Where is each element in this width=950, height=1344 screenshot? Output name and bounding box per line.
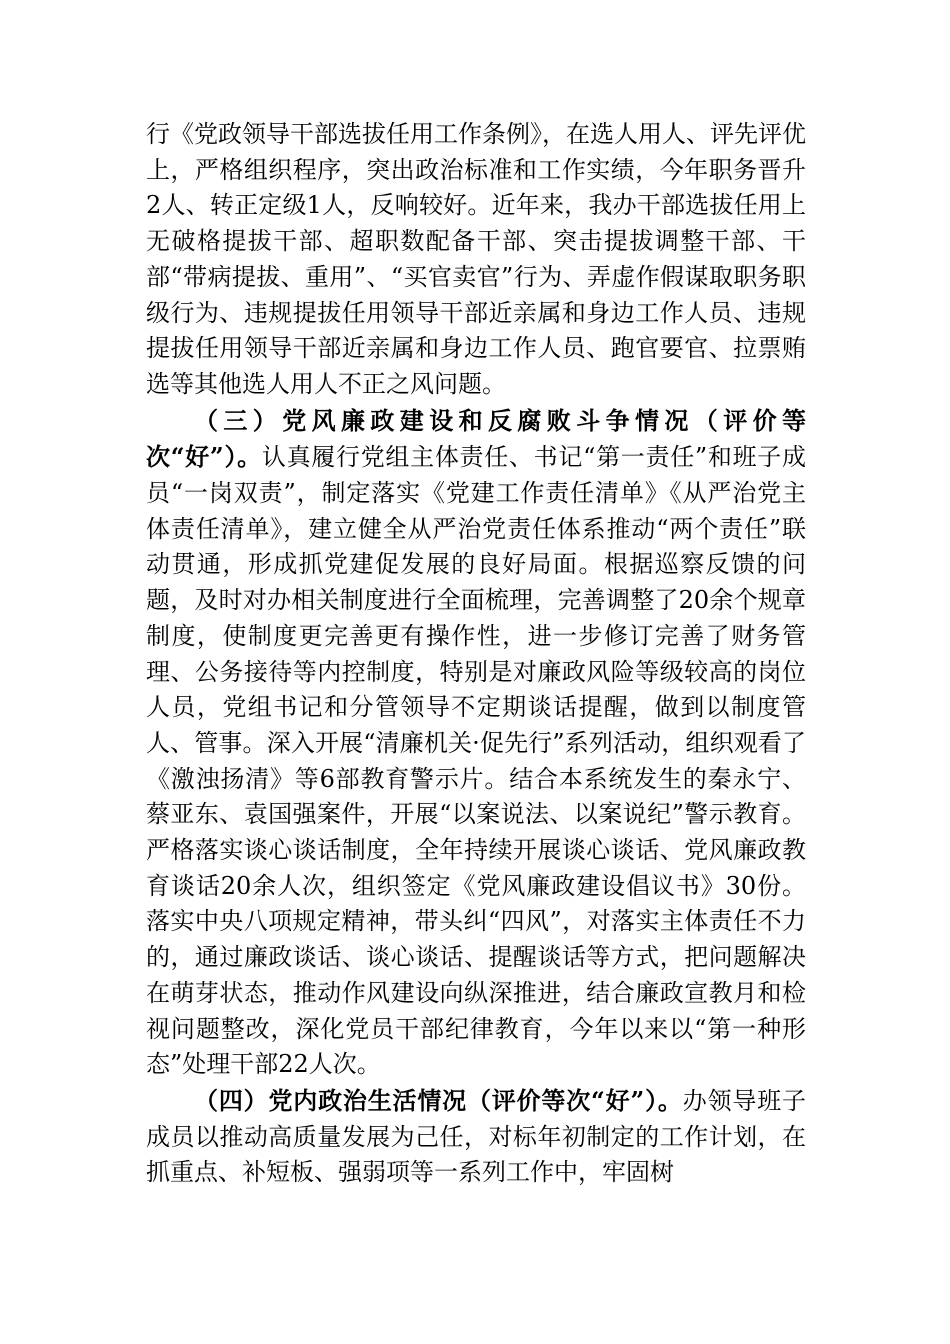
paragraph-political-life [146, 1083, 806, 1191]
paragraph-text: 认真履行党组主体责任、书记“第一责任”和班子成员“一岗双责”，制定落实《党建工作责任清单》《从严治党主体责任清单》，建立健全从严治党责任体系推动“两个责任”联动贯通，形成抓党建促发展的良好局面。根据巡察反馈的问题，及时对办相关制度进行全面梳理，完善调整了20余个规章制度，使制度更完善更有操作性，进一步修订完善了财务管理、公务接待等内控制度，特别是对廉政风险等级较高的岗位人员，党组书记和分管领导不定期谈话提醒，做到以制度管人、管事。深入开展“清廉机关·促先行”系列活动，组织观看了《激浊扬清》等6部教育警示片。结合本系统发生的秦永宁、蔡亚东、袁国强案件，开展“以案说法、以案说纪”警示教育。严格落实谈心谈话制度，全年持续开展谈心谈话、党风廉政教育谈话20余人次，组织签定《党风廉政建设倡议书》30份。落实中央八项规定精神，带头纠“四风”，对落实主体责任不力的，通过廉政谈话、谈心谈话、提醒谈话等方式，把问题解决在萌芽状态，推动作风建设向纵深推进，结合廉政宣教月和检视问题整改，深化党员干部纪律教育，今年以来以“第一种形态”处理干部22人次。 [146, 443, 807, 1079]
paragraph-text: 行《党政领导干部选拔任用工作条例》，在选人用人、评先评优上，严格组织程序，突出政治标准和工作实绩，今年职务晋升2人、转正定级1人，反响较好。近年来，我办干部选拔任用上无破格提拔干部、超职数配备干部、突击提拔调整干部、干部“带病提拔、重用”、“买官卖官”行为、弄虚作假谋取职务职级行为、违规提拔任用领导干部近亲属和身边工作人员、违规提拔任用领导干部近亲属和身边工作人员、跑官要官、拉票贿选等其他选人用人不正之风问题。 [146, 120, 806, 398]
paragraph-text: 办领导班子成员以推动高质量发展为己任，对标年初制定的工作计划，在抓重点、补短板、强弱项等一系列工作中，牢固树 [146, 1086, 807, 1187]
section-heading-3: （三）党风廉政建设和反腐败斗争情况（评价等次“好”）。 [146, 405, 806, 472]
document-page [146, 117, 806, 1191]
section-heading-4: （四）党内政治生活情况（评价等次“好”）。 [194, 1085, 683, 1115]
paragraph-party-conduct [146, 403, 806, 1083]
paragraph-selection-appointment [146, 117, 806, 403]
